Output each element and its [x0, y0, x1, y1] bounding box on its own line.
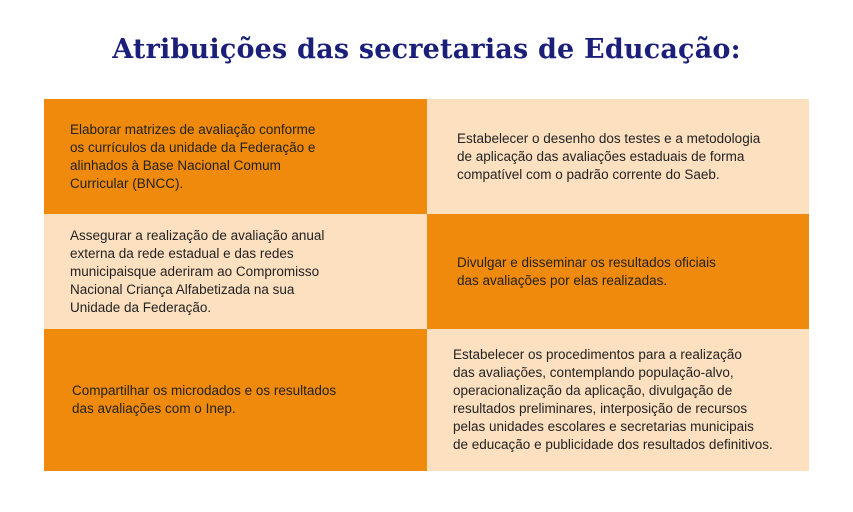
attribution-cell-2 [427, 99, 809, 214]
attribution-text-2: Estabelecer o desenho dos testes e a metodologia de aplicação das avaliações estaduais de forma compatível com o padrão corrente do Saeb. [457, 130, 761, 182]
attribution-text-3: Assegurar a realização de avaliação anual externa da rede estadual e das redes municipaisque aderiram ao Compromisso Nacional Criança Alfabetizada na sua Unidade da Federação. [70, 227, 325, 315]
attribution-cell-5 [44, 329, 427, 471]
attribution-cell-6 [427, 329, 809, 471]
attribution-cell-4 [427, 214, 809, 329]
attribution-text-6: Estabelecer os procedimentos para a realização das avaliações, contemplando população-alvo, operacionalização da aplicação, divulgação de resultados preliminares, interposição de recursos pelas unidades escolares e secretarias municipais de educação e publicidade dos resultados definitivos. [453, 347, 773, 452]
attribution-text-1: Elaborar matrizes de avaliação conforme os currículos da unidade da Federação e alinhados à Base Nacional Comum Curricular (BNCC). [70, 121, 316, 191]
attribution-text-5: Compartilhar os microdados e os resultados das avaliações com o Inep. [72, 383, 337, 416]
attributions-grid [44, 99, 809, 471]
page-title: Atribuições das secretarias de Educação: [112, 34, 741, 65]
attribution-cell-1 [44, 99, 427, 214]
attribution-cell-3 [44, 214, 427, 329]
attribution-text-4: Divulgar e disseminar os resultados oficiais das avaliações por elas realizadas. [457, 254, 716, 288]
